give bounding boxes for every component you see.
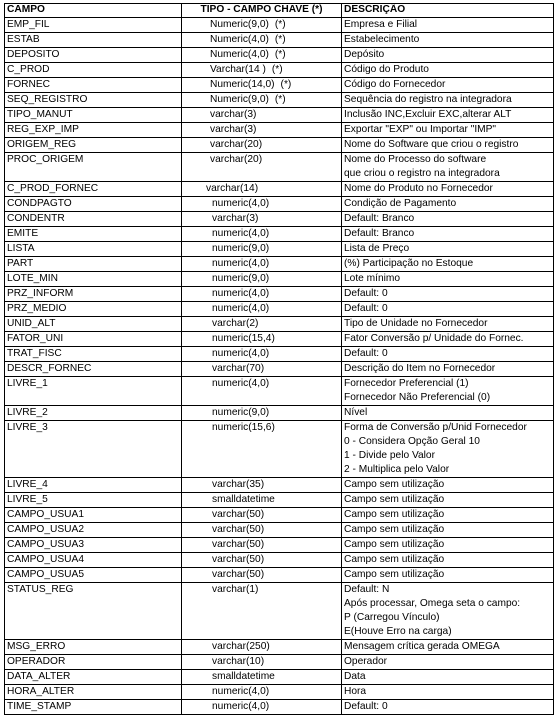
descricao-line: Exportar "EXP" ou Importar "IMP": [344, 124, 497, 135]
campo-cell: [5, 272, 182, 287]
table-row: [5, 406, 554, 421]
tipo-value: varchar(14): [206, 183, 259, 194]
campo-name: PROC_ORIGEM: [7, 154, 84, 165]
campo-cell: [5, 212, 182, 227]
descricao-line: Campo sem utilização: [344, 554, 445, 565]
descricao-cell: [342, 33, 554, 48]
descricao-cell: [342, 138, 554, 153]
tipo-cell: [182, 406, 342, 421]
descricao-line: Data: [344, 671, 366, 682]
descricao-line: Operador: [344, 656, 388, 667]
campo-cell: [5, 421, 182, 478]
table-row: [5, 640, 554, 655]
descricao-cell: [342, 478, 554, 493]
tipo-cell: [182, 523, 342, 538]
campo-name: CAMPO_USUA5: [7, 569, 84, 580]
tipo-cell: [182, 287, 342, 302]
campo-cell: [5, 553, 182, 568]
campo-name: CAMPO_USUA2: [7, 524, 84, 535]
campo-cell: [5, 655, 182, 670]
table-row: [5, 212, 554, 227]
table-row: [5, 317, 554, 332]
header-campo: CAMPO: [5, 4, 182, 18]
campo-cell: [5, 257, 182, 272]
campo-cell: [5, 123, 182, 138]
tipo-value: varchar(50): [212, 509, 265, 520]
table-row: [5, 302, 554, 317]
campo-cell: [5, 93, 182, 108]
descricao-line: Mensagem crítica gerada OMEGA: [344, 641, 500, 652]
chave-marker: (*): [271, 64, 283, 75]
descricao-cell: [342, 670, 554, 685]
tipo-cell: [182, 272, 342, 287]
campo-name: STATUS_REG: [7, 584, 74, 595]
campo-name: EMP_FIL: [7, 19, 50, 30]
chave-marker: (*): [274, 19, 286, 30]
tipo-value: varchar(70): [212, 363, 265, 374]
tipo-value: numeric(15,6): [212, 422, 275, 433]
descricao-line: Código do Produto: [344, 64, 429, 75]
descricao-line: (%) Participação no Estoque: [344, 258, 474, 269]
tipo-cell: [182, 347, 342, 362]
descricao-cell: [342, 347, 554, 362]
descricao-cell: [342, 302, 554, 317]
descricao-line: Hora: [344, 686, 367, 697]
descricao-line: Forma de Conversão p/Unid Fornecedor: [344, 422, 527, 433]
table-row: [5, 108, 554, 123]
campo-cell: [5, 138, 182, 153]
campo-cell: [5, 242, 182, 257]
tipo-value: varchar(50): [212, 539, 265, 550]
tipo-value: varchar(250): [212, 641, 270, 652]
campo-cell: [5, 78, 182, 93]
campo-name: PRZ_INFORM: [7, 288, 74, 299]
descricao-line: Nível: [344, 407, 368, 418]
descricao-cell: [342, 212, 554, 227]
tipo-value: numeric(4,0): [212, 198, 270, 209]
table-row: [5, 138, 554, 153]
tipo-cell: [182, 568, 342, 583]
campo-name: OPERADOR: [7, 656, 66, 667]
descricao-line: Empresa e Filial: [344, 19, 418, 30]
campo-cell: [5, 478, 182, 493]
tipo-cell: [182, 48, 342, 63]
tipo-value: varchar(3): [212, 213, 259, 224]
campo-name: CONDPAGTO: [7, 198, 72, 209]
campo-cell: [5, 182, 182, 197]
table-row: [5, 197, 554, 212]
descricao-cell: [342, 332, 554, 347]
campo-name: LIVRE_2: [7, 407, 48, 418]
descricao-line: Condição de Pagamento: [344, 198, 457, 209]
descricao-cell: [342, 406, 554, 421]
header-row: [5, 4, 554, 18]
chave-marker: (*): [280, 79, 292, 90]
tipo-cell: [182, 493, 342, 508]
descricao-line: Default: Branco: [344, 213, 415, 224]
tipo-cell: [182, 538, 342, 553]
descricao-line: Campo sem utilização: [344, 494, 445, 505]
descricao-line: Depósito: [344, 49, 385, 60]
tipo-value: numeric(4,0): [212, 228, 270, 239]
descricao-cell: [342, 317, 554, 332]
descricao-cell: [342, 583, 554, 640]
table-row: [5, 33, 554, 48]
tipo-value: varchar(3): [210, 124, 257, 135]
tipo-cell: [182, 553, 342, 568]
table-row: [5, 347, 554, 362]
table-row: [5, 63, 554, 78]
tipo-value: varchar(50): [212, 554, 265, 565]
table-row: [5, 123, 554, 138]
tipo-value: varchar(35): [212, 479, 265, 490]
tipo-cell: [182, 63, 342, 78]
tipo-value: numeric(15,4): [212, 333, 275, 344]
table-row: [5, 685, 554, 700]
descricao-line: Campo sem utilização: [344, 479, 445, 490]
campo-cell: [5, 685, 182, 700]
tipo-value: Varchar(14 ): [210, 64, 266, 75]
campo-cell: [5, 287, 182, 302]
tipo-cell: [182, 332, 342, 347]
campo-cell: [5, 197, 182, 212]
descricao-cell: [342, 153, 554, 182]
tipo-cell: [182, 685, 342, 700]
table-row: [5, 93, 554, 108]
descricao-cell: [342, 553, 554, 568]
campo-cell: [5, 670, 182, 685]
tipo-value: varchar(20): [210, 154, 263, 165]
descricao-cell: [342, 197, 554, 212]
tipo-cell: [182, 640, 342, 655]
tipo-value: smalldatetime: [212, 671, 275, 682]
descricao-cell: [342, 655, 554, 670]
tipo-cell: [182, 508, 342, 523]
tipo-cell: [182, 182, 342, 197]
table-row: [5, 583, 554, 640]
campo-name: DATA_ALTER: [7, 671, 71, 682]
descricao-line: Inclusão INC,Excluir EXC,alterar ALT: [344, 109, 512, 120]
descricao-cell: [342, 523, 554, 538]
tipo-cell: [182, 227, 342, 242]
tipo-value: varchar(50): [212, 569, 265, 580]
table-row: [5, 523, 554, 538]
descricao-cell: [342, 93, 554, 108]
descricao-line: Sequência do registro na integradora: [344, 94, 512, 105]
tipo-value: numeric(9,0): [212, 243, 270, 254]
descricao-line: Campo sem utilização: [344, 569, 445, 580]
descricao-line: que criou o registro na integradora: [344, 168, 500, 179]
table-row: [5, 272, 554, 287]
table-row: [5, 478, 554, 493]
table-row: [5, 655, 554, 670]
campo-cell: [5, 302, 182, 317]
table-row: [5, 18, 554, 33]
tipo-value: varchar(2): [212, 318, 259, 329]
campo-name: CAMPO_USUA3: [7, 539, 84, 550]
campo-name: UNID_ALT: [7, 318, 56, 329]
campo-name: ESTAB: [7, 34, 40, 45]
tipo-value: varchar(3): [210, 109, 257, 120]
campo-name: LIVRE_5: [7, 494, 48, 505]
descricao-cell: [342, 508, 554, 523]
campo-cell: [5, 48, 182, 63]
table-row: [5, 287, 554, 302]
campo-name: TIME_STAMP: [7, 701, 72, 712]
descricao-line: Lista de Preço: [344, 243, 410, 254]
campo-name: C_PROD: [7, 64, 50, 75]
descricao-line: Default: Branco: [344, 228, 415, 239]
campo-cell: [5, 523, 182, 538]
descricao-cell: [342, 182, 554, 197]
descricao-line: Default: N: [344, 584, 390, 595]
campo-cell: [5, 377, 182, 406]
descricao-line: 2 - Multiplica pelo Valor: [344, 464, 450, 475]
tipo-cell: [182, 33, 342, 48]
tipo-value: numeric(9,0): [212, 407, 270, 418]
tipo-value: Numeric(14,0): [210, 79, 275, 90]
table-row: [5, 568, 554, 583]
descricao-line: Nome do Processo do software: [344, 154, 487, 165]
tipo-cell: [182, 212, 342, 227]
descricao-line: Default: 0: [344, 348, 388, 359]
campo-cell: [5, 108, 182, 123]
descricao-cell: [342, 48, 554, 63]
tipo-cell: [182, 377, 342, 406]
campo-cell: [5, 347, 182, 362]
campo-name: TRAT_FISC: [7, 348, 62, 359]
campo-cell: [5, 568, 182, 583]
descricao-line: P (Carregou Vínculo): [344, 612, 440, 623]
descricao-line: Default: 0: [344, 701, 388, 712]
descricao-line: Nome do Software que criou o registro: [344, 139, 519, 150]
table-row: [5, 78, 554, 93]
descricao-cell: [342, 257, 554, 272]
tipo-value: numeric(4,0): [212, 303, 270, 314]
campo-name: FORNEC: [7, 79, 51, 90]
campo-name: FATOR_UNI: [7, 333, 64, 344]
descricao-cell: [342, 123, 554, 138]
tipo-cell: [182, 138, 342, 153]
tipo-cell: [182, 583, 342, 640]
tipo-value: numeric(4,0): [212, 378, 270, 389]
descricao-cell: [342, 640, 554, 655]
campo-cell: [5, 583, 182, 640]
campo-cell: [5, 153, 182, 182]
campo-cell: [5, 63, 182, 78]
descricao-line: Campo sem utilização: [344, 509, 445, 520]
tipo-value: numeric(4,0): [212, 258, 270, 269]
table-row: [5, 48, 554, 63]
tipo-cell: [182, 302, 342, 317]
descricao-line: Tipo de Unidade no Fornecedor: [344, 318, 488, 329]
campo-name: PART: [7, 258, 34, 269]
tipo-value: numeric(4,0): [212, 686, 270, 697]
campo-name: CAMPO_USUA4: [7, 554, 84, 565]
campo-cell: [5, 362, 182, 377]
table-row: [5, 538, 554, 553]
campo-name: DESCR_FORNEC: [7, 363, 92, 374]
table-row: [5, 421, 554, 478]
campo-cell: [5, 406, 182, 421]
campo-cell: [5, 538, 182, 553]
tipo-cell: [182, 93, 342, 108]
tipo-cell: [182, 317, 342, 332]
tipo-value: varchar(1): [212, 584, 259, 595]
campo-cell: [5, 18, 182, 33]
campo-cell: [5, 508, 182, 523]
campo-name: MSG_ERRO: [7, 641, 66, 652]
descricao-cell: [342, 18, 554, 33]
tipo-value: smalldatetime: [212, 494, 275, 505]
campo-name: LISTA: [7, 243, 35, 254]
campo-name: CAMPO_USUA1: [7, 509, 84, 520]
descricao-line: Campo sem utilização: [344, 524, 445, 535]
campo-cell: [5, 33, 182, 48]
descricao-cell: [342, 272, 554, 287]
table-row: [5, 362, 554, 377]
table-row: [5, 493, 554, 508]
tipo-value: numeric(4,0): [212, 288, 270, 299]
descricao-line: Fator Conversão p/ Unidade do Fornec.: [344, 333, 524, 344]
campo-name: EMITE: [7, 228, 39, 239]
descricao-cell: [342, 287, 554, 302]
descricao-line: 1 - Divide pelo Valor: [344, 450, 435, 461]
campo-name: LOTE_MIN: [7, 273, 58, 284]
tipo-cell: [182, 153, 342, 182]
descricao-cell: [342, 362, 554, 377]
descricao-line: Campo sem utilização: [344, 539, 445, 550]
descricao-cell: [342, 493, 554, 508]
descricao-line: Após processar, Omega seta o campo:: [344, 598, 521, 609]
table-row: [5, 332, 554, 347]
tipo-value: varchar(10): [212, 656, 265, 667]
descricao-line: Lote mínimo: [344, 273, 401, 284]
campo-name: REG_EXP_IMP: [7, 124, 79, 135]
campo-name: C_PROD_FORNEC: [7, 183, 99, 194]
tipo-cell: [182, 242, 342, 257]
table-row: [5, 242, 554, 257]
table-row: [5, 227, 554, 242]
tipo-cell: [182, 421, 342, 478]
campo-name: ORIGEM_REG: [7, 139, 77, 150]
descricao-cell: [342, 227, 554, 242]
tipo-value: numeric(4,0): [212, 701, 270, 712]
header-descricao: DESCRIÇÃO: [342, 4, 554, 18]
campo-cell: [5, 493, 182, 508]
tipo-cell: [182, 670, 342, 685]
table-body: [5, 18, 554, 715]
tipo-value: numeric(4,0): [212, 348, 270, 359]
campo-cell: [5, 227, 182, 242]
descricao-line: Descrição do Item no Fornecedor: [344, 363, 496, 374]
table-row: [5, 508, 554, 523]
descricao-line: Fornecedor Não Preferencial (0): [344, 392, 491, 403]
campo-name: CONDENTR: [7, 213, 65, 224]
campo-name: LIVRE_4: [7, 479, 48, 490]
tipo-value: Numeric(4,0): [210, 49, 269, 60]
tipo-cell: [182, 362, 342, 377]
campo-cell: [5, 332, 182, 347]
tipo-value: varchar(50): [212, 524, 265, 535]
descricao-cell: [342, 242, 554, 257]
descricao-cell: [342, 421, 554, 478]
tipo-cell: [182, 78, 342, 93]
header-tipo: TIPO - CAMPO CHAVE (*): [182, 4, 342, 18]
chave-marker: (*): [274, 34, 286, 45]
descricao-cell: [342, 538, 554, 553]
descricao-line: Default: 0: [344, 303, 388, 314]
tipo-value: Numeric(9,0): [210, 19, 269, 30]
tipo-cell: [182, 123, 342, 138]
table-row: [5, 553, 554, 568]
field-table: [4, 3, 554, 715]
tipo-value: Numeric(9,0): [210, 94, 269, 105]
descricao-line: Nome do Produto no Fornecedor: [344, 183, 493, 194]
descricao-cell: [342, 377, 554, 406]
descricao-cell: [342, 568, 554, 583]
tipo-value: numeric(9,0): [212, 273, 270, 284]
table-row: [5, 182, 554, 197]
descricao-line: E(Houve Erro na carga): [344, 626, 452, 637]
table-row: [5, 257, 554, 272]
descricao-line: Estabelecimento: [344, 34, 420, 45]
tipo-value: varchar(20): [210, 139, 263, 150]
descricao-line: Default: 0: [344, 288, 388, 299]
tipo-cell: [182, 108, 342, 123]
descricao-cell: [342, 108, 554, 123]
campo-name: DEPOSITO: [7, 49, 60, 60]
campo-cell: [5, 640, 182, 655]
campo-name: SEQ_REGISTRO: [7, 94, 88, 105]
campo-name: HORA_ALTER: [7, 686, 75, 697]
tipo-cell: [182, 257, 342, 272]
tipo-cell: [182, 655, 342, 670]
descricao-line: Fornecedor Preferencial (1): [344, 378, 469, 389]
descricao-cell: [342, 63, 554, 78]
campo-cell: [5, 317, 182, 332]
tipo-cell: [182, 478, 342, 493]
campo-name: TIPO_MANUT: [7, 109, 73, 120]
table-row: [5, 153, 554, 182]
tipo-cell: [182, 18, 342, 33]
descricao-cell: [342, 78, 554, 93]
descricao-cell: [342, 685, 554, 700]
descricao-line: Código do Fornecedor: [344, 79, 446, 90]
table-row: [5, 377, 554, 406]
table-row: [5, 670, 554, 685]
tipo-value: Numeric(4,0): [210, 34, 269, 45]
campo-name: LIVRE_3: [7, 422, 48, 433]
campo-name: LIVRE_1: [7, 378, 48, 389]
campo-name: PRZ_MEDIO: [7, 303, 67, 314]
tipo-cell: [182, 197, 342, 212]
descricao-line: 0 - Considera Opção Geral 10: [344, 436, 480, 447]
chave-marker: (*): [274, 49, 286, 60]
chave-marker: (*): [274, 94, 286, 105]
